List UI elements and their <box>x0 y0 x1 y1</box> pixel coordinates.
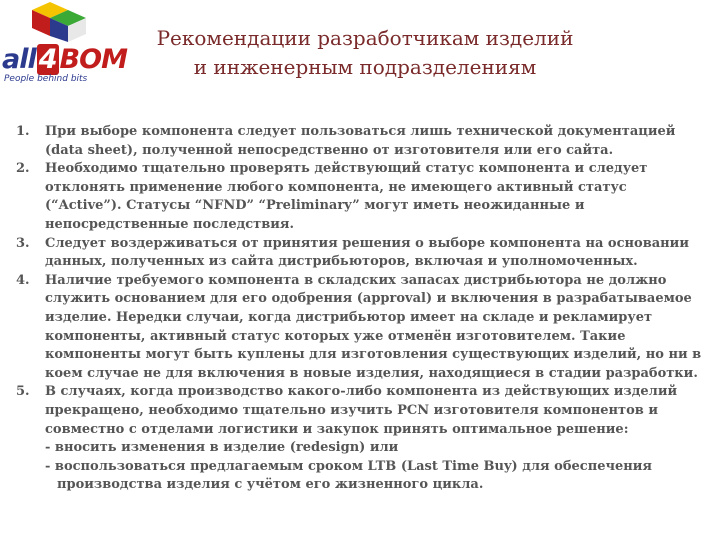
item-text: В случаях, когда производство какого-либо компонента из действующих изделий прекращено, необходимо тщательно изучить PCN изготовителя компонентов и совместно с отделами логистики и закупок принять оптимальное решение: <box>45 384 678 437</box>
item-text: При выборе компонента следует пользоваться лишь технической документацией (data sheet), полученной непосредственно от изготовителя или его сайта. <box>45 124 676 158</box>
logo-wordmark: all 4 BOM <box>2 44 127 75</box>
title-line-2: и инженерным подразделениям <box>193 55 537 79</box>
list-item <box>14 235 704 272</box>
recommendations-list <box>14 123 704 495</box>
option-redesign: - вносить изменения в изделие (redesign) или <box>45 440 399 456</box>
option-ltb-continued: производства изделия с учётом его жизненного цикла. <box>57 477 484 493</box>
list-item <box>14 383 704 495</box>
logo-tagline: People behind bits <box>4 74 88 84</box>
cube-logo-icon <box>28 2 90 42</box>
item-number: 1. <box>16 124 30 139</box>
item-text: Наличие требуемого компонента в складских запасах дистрибьютора не должно служить основанием для его одобрения (approval) и включения в разрабатываемое изделие. Нередки случаи, когда дистрибьютор имеет на складе и рекламирует компоненты, активный статус которых уже отменён изготовителем. Такие компоненты могут быть куплены для изготовления существующих изделий, но ни в коем случае не для включения в новые изделия, находящиеся в стадии разработки. <box>45 272 702 381</box>
all4bom-logo <box>2 2 132 94</box>
item-number: 4. <box>16 272 30 288</box>
item-number: 2. <box>16 161 30 177</box>
list-item <box>14 160 704 234</box>
item-text: Следует воздерживаться от принятия решения о выборе компонента на основании данных, полученных из сайта дистрибьюторов, включая и уполномоченных. <box>45 235 689 270</box>
option-ltb: - воспользоваться предлагаемым сроком LTB (Last Time Buy) для обеспечения <box>45 458 653 474</box>
list-item <box>14 272 704 384</box>
item-number: 5. <box>16 384 30 400</box>
item-number: 3. <box>16 235 30 251</box>
title-line-1: Рекомендации разработчикам изделий <box>156 26 574 50</box>
page-title <box>150 24 580 82</box>
item-text: Необходимо тщательно проверять действующий статус компонента и следует отклонять применение любого компонента, не имеющего активный статус (“Active”). Статусы “NFND” “Preliminary” могут иметь неожиданные и непосредственные последствия. <box>45 161 648 232</box>
list-item <box>14 123 704 160</box>
